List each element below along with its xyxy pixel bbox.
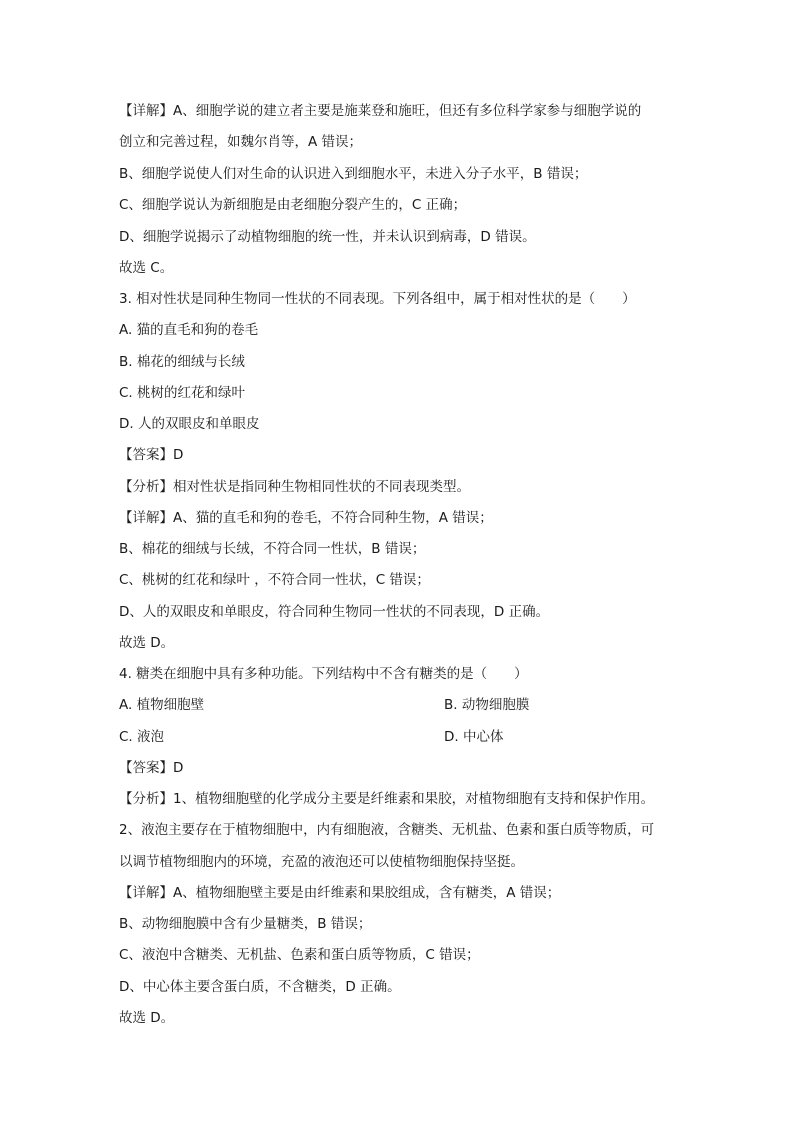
- q3-detail-b: B、棉花的细绒与长绒，不符合同一性状，B 错误；: [119, 541, 426, 557]
- detail-q2-b: B、细胞学说使人们对生命的认识进入到细胞水平，未进入分子水平，B 错误；: [119, 166, 588, 182]
- q3-detail-a: 【详解】A、猫的直毛和狗的卷毛，不符合同种生物，A 错误；: [119, 510, 493, 526]
- q4-option-d: D. 中心体: [444, 729, 504, 745]
- q3-option-d: D. 人的双眼皮和单眼皮: [119, 416, 260, 432]
- q3-detail-c: C、桃树的红花和绿叶 ，不符合同一性状，C 错误；: [119, 572, 430, 588]
- q4-option-a: A. 植物细胞壁: [119, 697, 205, 713]
- question-4: 4. 糖类在细胞中具有多种功能。下列结构中不含有糖类的是（ ）: [119, 666, 528, 682]
- q3-answer: 【答案】D: [119, 447, 184, 463]
- detail-q2-a-1: 【详解】A、细胞学说的建立者主要是施莱登和施旺，但还有多位科学家参与细胞学说的: [119, 103, 642, 119]
- detail-q2-a-2: 创立和完善过程，如魏尔肖等，A 错误；: [119, 134, 363, 150]
- q3-option-b: B. 棉花的细绒与长绒: [119, 354, 245, 370]
- q4-option-b: B. 动物细胞膜: [444, 697, 530, 713]
- q4-detail-a: 【详解】A、植物细胞壁主要是由纤维素和果胶组成，含有糖类，A 错误；: [119, 885, 561, 901]
- q4-analysis-2a: 2、液泡主要存在于植物细胞中，内有细胞液，含糖类、无机盐、色素和蛋白质等物质，可: [119, 822, 655, 838]
- q4-detail-c: C、液泡中含糖类、无机盐、色素和蛋白质等物质，C 错误；: [119, 947, 480, 963]
- q4-answer: 【答案】D: [119, 760, 184, 776]
- q4-analysis-2b: 以调节植物细胞内的环境，充盈的液泡还可以使植物细胞保持坚挺。: [119, 854, 524, 870]
- q3-option-a: A. 猫的直毛和狗的卷毛: [119, 322, 259, 338]
- detail-q2-c: C、细胞学说认为新细胞是由老细胞分裂产生的，C 正确；: [119, 197, 467, 213]
- conclusion-q2: 故选 C。: [119, 260, 174, 276]
- q3-detail-d: D、人的双眼皮和单眼皮，符合同种生物同一性状的不同表现，D 正确。: [119, 604, 550, 620]
- q4-analysis-1: 【分析】1、植物细胞壁的化学成分主要是纤维素和果胶，对植物细胞有支持和保护作用。: [119, 791, 655, 807]
- q3-analysis: 【分析】相对性状是指同种生物相同性状的不同表现类型。: [119, 479, 470, 495]
- conclusion-q3: 故选 D。: [119, 635, 175, 651]
- detail-q2-d: D、细胞学说揭示了动植物细胞的统一性，并未认识到病毒，D 错误。: [119, 229, 536, 245]
- conclusion-q4: 故选 D。: [119, 1010, 175, 1026]
- q4-option-c: C. 液泡: [119, 729, 165, 745]
- q4-detail-b: B、动物细胞膜中含有少量糖类，B 错误；: [119, 916, 372, 932]
- q4-detail-d: D、中心体主要含蛋白质，不含糖类，D 正确。: [119, 979, 401, 995]
- q3-option-c: C. 桃树的红花和绿叶: [119, 385, 246, 401]
- question-3: 3. 相对性状是同种生物同一性状的不同表现。下列各组中，属于相对性状的是（ ）: [119, 291, 636, 307]
